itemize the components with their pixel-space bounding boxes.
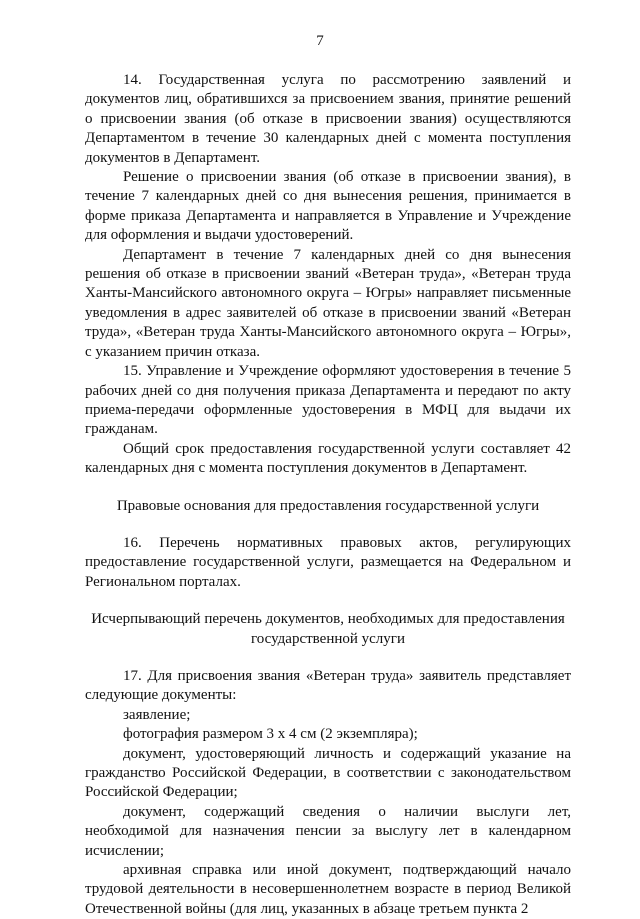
paragraph-decision: Решение о присвоении звания (об отказе в присвоении звания), в течение 7 календарных дней со дня вынесения решения, принимается в форме приказа Департамента и направляется в Управление и Учреждение для оформления и выдачи удостоверений.	[85, 169, 571, 244]
doc-list-item: заявление;	[123, 706, 191, 723]
heading-documents-list: Исчерпывающий перечень документов, необходимых для предоставления государственной услуги	[91, 611, 565, 647]
page-number: 7	[316, 33, 324, 49]
doc-list-item: фотография размером 3 х 4 см (2 экземпляра);	[123, 726, 418, 743]
paragraph-total-term: Общий срок предоставления государственной услуги составляет 42 календарных дня с момента поступления документов в Департамент.	[85, 440, 571, 477]
doc-list-item: документ, удостоверяющий личность и содержащий указание на гражданство Российской Федерации, в соответствии с законодательством Российской Федерации;	[85, 745, 571, 801]
document-body	[85, 71, 571, 919]
heading-legal-basis: Правовые основания для предоставления государственной услуги	[116, 497, 540, 514]
paragraph-refusal-notice: Департамент в течение 7 календарных дней со дня вынесения решения об отказе в присвоении званий «Ветеран труда», «Ветеран труда Ханты-Мансийского автономного округа – Югры» направляет письменные уведомления в адрес заявителей об отказе в присвоении званий «Ветеран труда», «Ветеран труда Ханты-Мансийского автономного округа – Югры», с указанием причин отказа.	[85, 246, 571, 360]
doc-list-item: документ, содержащий сведения о наличии выслуги лет, необходимой для назначения пенсии за выслугу лет в календарном исчислении;	[85, 803, 571, 859]
doc-list-item: архивная справка или иной документ, подтверждающий начало трудовой деятельности в несовершеннолетнем возрасте в период Великой Отечественной войны (для лиц, указанных в абзаце третьем пункта 2	[85, 862, 571, 917]
paragraph-17: 17. Для присвоения звания «Ветеран труда» заявитель представляет следующие документы:	[85, 667, 571, 704]
paragraph-14: 14. Государственная услуга по рассмотрению заявлений и документов лиц, обратившихся за присвоением звания, принятие решений о присвоении звания (об отказе в присвоении звания) осуществляются Департаментом в течение 30 календарных дней с момента поступления документов в Департамент.	[85, 72, 571, 166]
paragraph-15: 15. Управление и Учреждение оформляют удостоверения в течение 5 рабочих дней со дня получения приказа Департамента и передают по акту приема-передачи оформленные удостоверения в МФЦ для выдачи их гражданам.	[85, 363, 571, 438]
paragraph-16: 16. Перечень нормативных правовых актов, регулирующих предоставление государственной услуги, размещается на Федеральном и Региональном порталах.	[85, 534, 571, 590]
